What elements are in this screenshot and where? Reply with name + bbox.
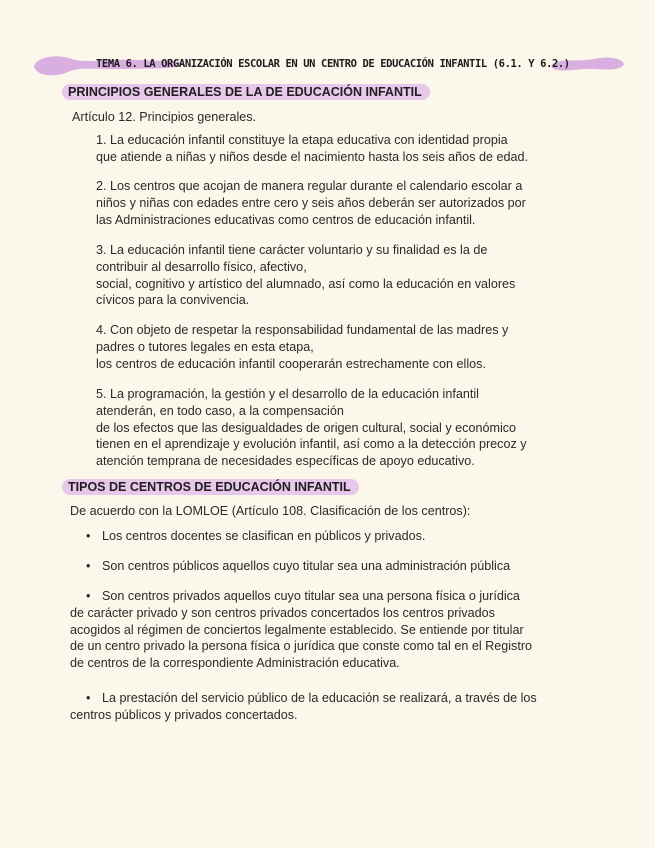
text-line: las Administraciones educativas como centros de educación infantil.: [96, 212, 476, 227]
text-line: niños y niñas con edades entre cero y seis años deberán ser autorizados por: [96, 195, 526, 210]
text-line: acogidos al régimen de conciertos legalmente establecido. Se entiende por titular: [70, 622, 524, 637]
principle-1: [96, 132, 596, 166]
title-banner: [28, 50, 628, 80]
principle-5: [96, 386, 596, 470]
text-line: padres o tutores legales en esta etapa,: [96, 339, 314, 354]
text-line: centros públicos y privados concertados.: [70, 707, 298, 722]
list-item: [86, 558, 510, 575]
list-item-text: Son centros públicos aquellos cuyo titular sea una administración pública: [102, 559, 511, 573]
principle-4: [96, 322, 596, 372]
bullet-icon: •: [86, 529, 91, 543]
text-line: atención temprana de necesidades específicas de apoyo educativo.: [96, 454, 475, 469]
text-line: contribuir al desarrollo físico, afectivo,: [96, 259, 307, 274]
section-heading-principios: PRINCIPIOS GENERALES DE LA DE EDUCACIÓN INFANTIL: [62, 84, 430, 100]
text-line: 2. Los centros que acojan de manera regular durante el calendario escolar a: [96, 179, 523, 193]
text-line: cívicos para la convivencia.: [96, 293, 250, 308]
article-title: Artículo 12. Principios generales.: [72, 110, 257, 124]
text-line: de carácter privado y son centros privados concertados los centros privados: [70, 605, 495, 620]
text-line: [70, 690, 610, 707]
text-line: social, cognitivo y artístico del alumnado, así como la educación en valores: [96, 276, 516, 291]
list-item-text: La prestación del servicio público de la educación se realizará, a través de los: [102, 691, 537, 705]
text-line: atenderán, en todo caso, a la compensación: [96, 403, 344, 418]
text-line: 4. Con objeto de respetar la responsabilidad fundamental de las madres y: [96, 323, 509, 337]
list-item: [86, 528, 425, 545]
section-heading-tipos: TIPOS DE CENTROS DE EDUCACIÓN INFANTIL: [62, 479, 359, 495]
text-line: [70, 588, 610, 605]
text-line: 1. La educación infantil constituye la etapa educativa con identidad propia: [96, 133, 508, 147]
text-line: de centros de la correspondiente Administración educativa.: [70, 656, 400, 671]
text-line: de un centro privado la persona física o jurídica que conste como tal en el Registro: [70, 639, 533, 654]
section-intro: De acuerdo con la LOMLOE (Artículo 108. Clasificación de los centros):: [70, 504, 471, 518]
text-line: 5. La programación, la gestión y el desarrollo de la educación infantil: [96, 387, 479, 401]
bullet-icon: •: [86, 559, 91, 573]
page-title: TEMA 6. LA ORGANIZACIÓN ESCOLAR EN UN CENTRO DE EDUCACIÓN INFANTIL (6.1. Y 6.2.): [96, 58, 570, 70]
list-item-text: Los centros docentes se clasifican en públicos y privados.: [102, 529, 426, 543]
principle-2: [96, 178, 596, 228]
principle-3: [96, 242, 596, 309]
text-line: que atiende a niñas y niños desde el nacimiento hasta los seis años de edad.: [96, 149, 528, 164]
list-item: [70, 690, 610, 724]
bullet-icon: •: [86, 691, 91, 705]
list-item-text: Son centros privados aquellos cuyo titular sea una persona física o jurídica: [102, 589, 520, 603]
bullet-icon: •: [86, 589, 91, 603]
text-line: de los efectos que las desigualdades de origen cultural, social y económico: [96, 420, 517, 435]
list-item: [70, 588, 610, 672]
text-line: los centros de educación infantil cooperarán estrechamente con ellos.: [96, 356, 486, 371]
text-line: 3. La educación infantil tiene carácter voluntario y su finalidad es la de: [96, 243, 488, 257]
text-line: tienen en el aprendizaje y evolución infantil, así como a la detección precoz y: [96, 437, 527, 452]
